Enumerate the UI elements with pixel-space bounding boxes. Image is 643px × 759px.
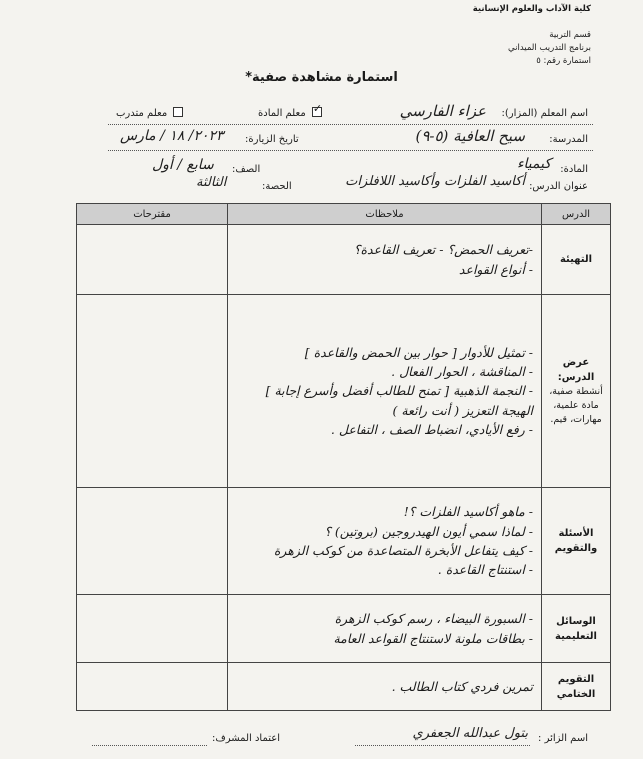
- note-line: الهيجة التعزيز ( أنت رائعة ): [392, 402, 533, 418]
- visitor-label: اسم الزائر :: [538, 733, 588, 744]
- grade-value: سابع / أول: [152, 157, 214, 173]
- row-suggestions[interactable]: [77, 225, 228, 295]
- period-value: الثالثة: [196, 175, 227, 190]
- row-notes: [228, 663, 542, 711]
- subject-label: المادة:: [560, 164, 588, 175]
- grade-label: الصف:: [232, 164, 261, 175]
- faculty-name: كلية الآداب والعلوم الإنسانية: [472, 4, 591, 14]
- row-notes: [228, 488, 542, 595]
- checkbox-unchecked-icon[interactable]: [173, 107, 183, 117]
- note-line: - تمثيل للأدوار [ حوار بين الحمض والقاعدة ]: [304, 344, 533, 360]
- visit-date-label: تاريخ الزيارة:: [245, 134, 299, 145]
- subject-value: كيمياء: [516, 156, 551, 172]
- note-line: - رفع الأيادي، انضباط الصف ، التفاعل .: [330, 422, 533, 438]
- lesson-value: أكاسيد الفلزات وأكاسيد اللافلزات: [345, 174, 525, 189]
- note-line: - المناقشة ، الحوار الفعال .: [391, 363, 533, 379]
- teacher-label: اسم المعلم (المزار):: [501, 108, 588, 119]
- row-suggestions[interactable]: [77, 488, 228, 595]
- checkbox-checked-icon[interactable]: [312, 107, 322, 117]
- table-header-row: [77, 204, 611, 225]
- teacher-name: عزاء الفارسي: [399, 102, 486, 120]
- row-notes: [228, 595, 542, 663]
- header-notes: ملاحظات: [228, 204, 542, 225]
- section-subtitle: أنشطة صفية، مادة علمية، مهارات، قيم.: [549, 385, 603, 426]
- table-row: [77, 295, 611, 488]
- note-line: تمرين فردي كتاب الطالب .: [391, 678, 533, 694]
- school-label: المدرسة:: [549, 134, 588, 145]
- department-name: قسم التربية: [549, 30, 591, 40]
- row-section: الأسئلة والتقويم: [542, 488, 611, 595]
- row-notes: [228, 295, 542, 488]
- supervisor-label: اعتماد المشرف:: [212, 733, 281, 744]
- program-name: برنامج التدريب الميداني: [508, 43, 591, 53]
- note-line: - استنتاج القاعدة .: [437, 562, 533, 578]
- note-line: - بطاقات ملونة لاستنتاج القواعد العامة: [333, 630, 533, 646]
- note-line: - لماذا سمي أيون الهيدروجين (بروتين) ؟: [324, 523, 533, 539]
- table-row: [77, 595, 611, 663]
- row-section: عرض الدرس: أنشطة صفية، مادة علمية، مهارات، قيم.: [542, 295, 611, 488]
- note-line: - النجمة الذهبية [ تمنح للطالب أفضل وأسرع إجابة ]: [265, 383, 533, 399]
- row-suggestions[interactable]: [77, 595, 228, 663]
- table-row: [77, 488, 611, 595]
- visit-date-value: ٢٠٢٣/ ١٨ / مارس: [120, 128, 224, 144]
- trainee-teacher-label: معلم متدرب: [116, 108, 168, 119]
- note-line: - أنواع القواعد: [458, 261, 533, 277]
- row-suggestions[interactable]: [77, 295, 228, 488]
- note-line: -تعريف الحمض؟ - تعريف القاعدة؟: [353, 242, 533, 258]
- subject-teacher-option[interactable]: [258, 108, 322, 119]
- header-suggestions: مقترحات: [77, 204, 228, 225]
- trainee-teacher-option[interactable]: [116, 108, 183, 119]
- visitor-name: بتول عبدالله الجعفري: [412, 726, 528, 741]
- observation-table: [76, 203, 611, 711]
- lesson-label: عنوان الدرس:: [529, 181, 588, 192]
- table-row: [77, 663, 611, 711]
- header-section: الدرس: [542, 204, 611, 225]
- row-notes: [228, 225, 542, 295]
- school-value: سيح العافية (٥-٩): [415, 127, 525, 145]
- note-line: - السبورة البيضاء ، رسم كوكب الزهرة: [334, 611, 533, 627]
- divider-line: [108, 124, 593, 125]
- visitor-signature-line: [355, 745, 530, 746]
- form-title: استمارة مشاهدة صفية*: [245, 70, 398, 85]
- period-label: الحصة:: [262, 181, 292, 192]
- row-section: التهيئة: [542, 225, 611, 295]
- table-row: [77, 225, 611, 295]
- row-section: الوسائل التعليمية: [542, 595, 611, 663]
- divider-line: [108, 150, 593, 151]
- note-line: - ماهو أكاسيد الفلزات ؟!: [403, 504, 533, 520]
- subject-teacher-label: معلم المادة: [258, 108, 306, 119]
- note-line: - كيف يتفاعل الأبخرة المتصاعدة من كوكب الزهرة: [273, 543, 533, 558]
- row-section: التقويم الختامي: [542, 663, 611, 711]
- row-suggestions[interactable]: [77, 663, 228, 711]
- form-number: استمارة رقم: ٥: [536, 56, 591, 66]
- supervisor-signature-line[interactable]: [92, 745, 207, 746]
